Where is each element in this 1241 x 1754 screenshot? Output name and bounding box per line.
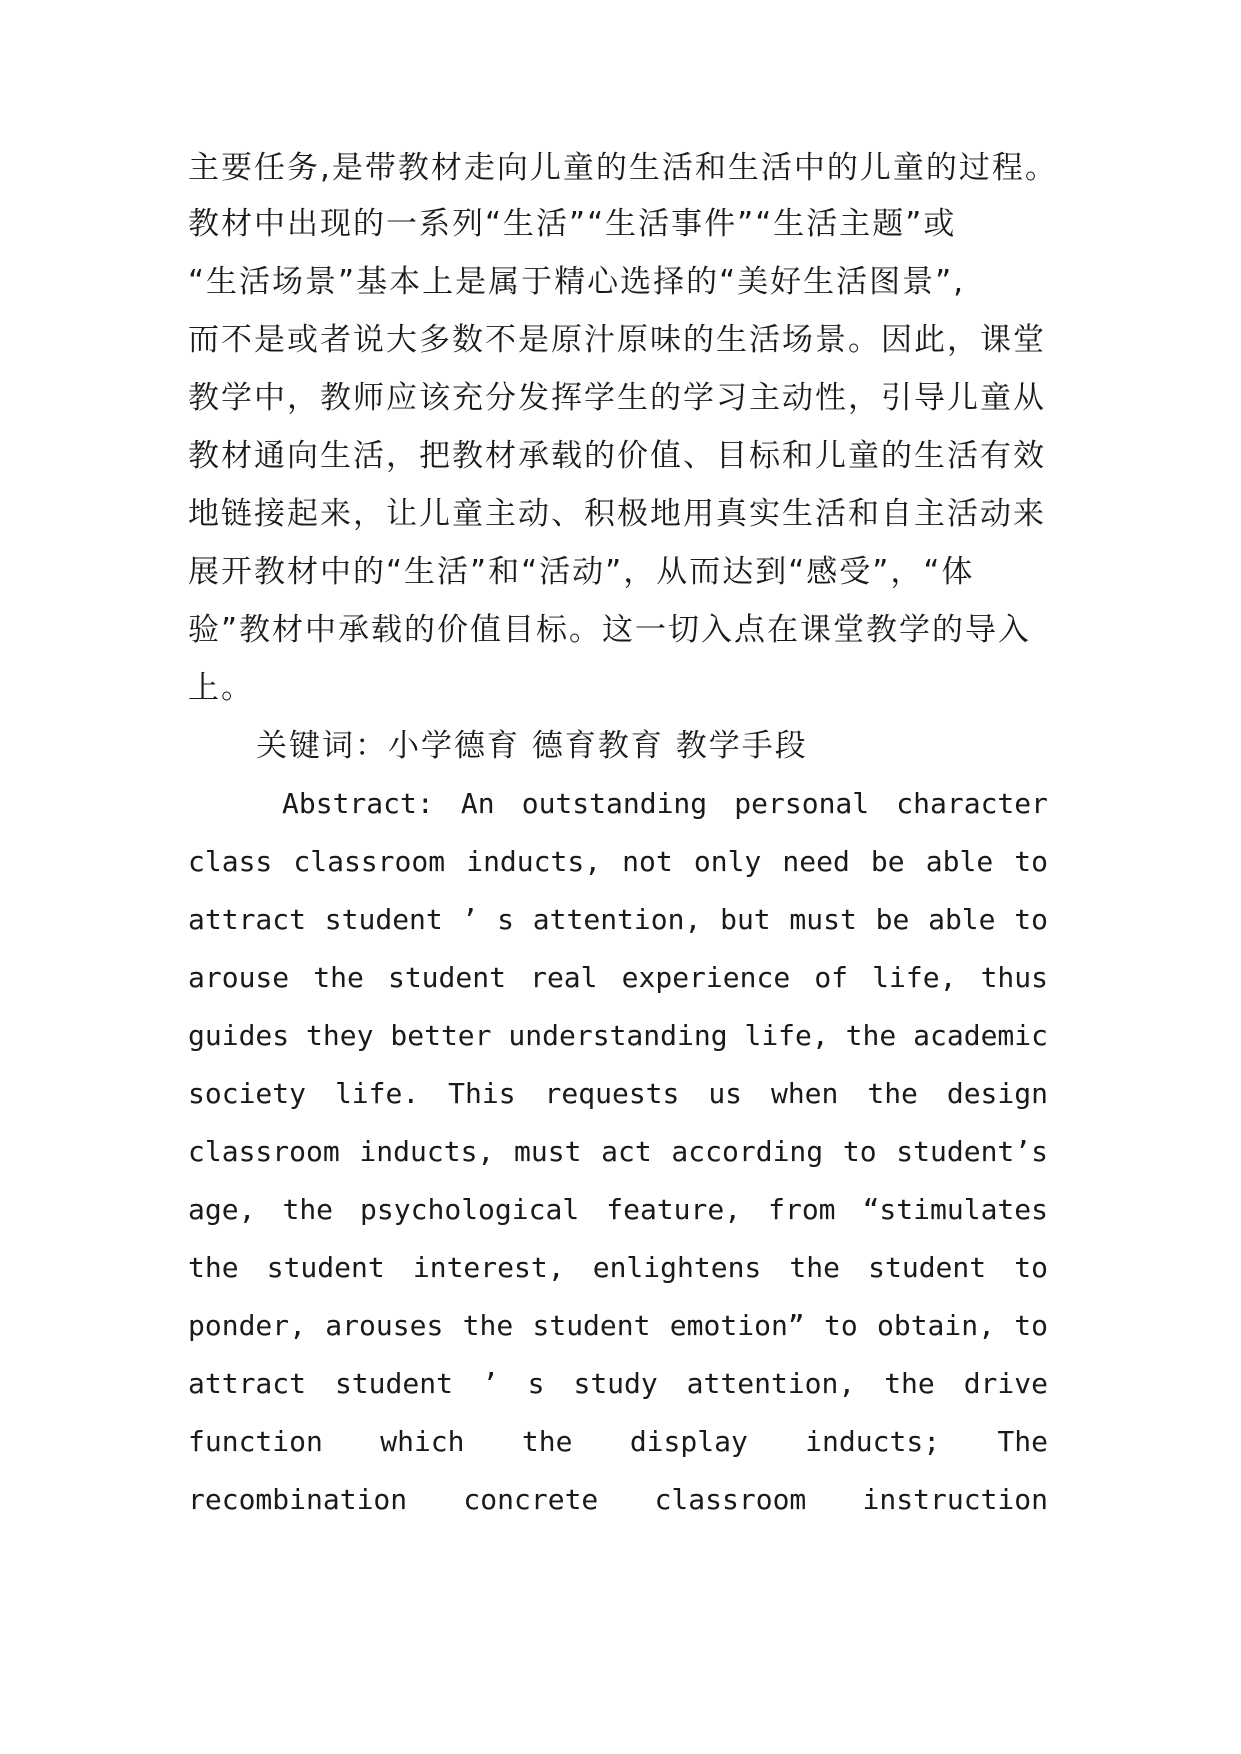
english-abstract-line: attract student ’ s study attention, the drive [188,1367,1048,1400]
chinese-abstract-line: 教学中，教师应该充分发挥学生的学习主动性，引导儿童从 [188,380,1046,416]
keywords-line: 关键词：小学德育 德育教育 教学手段 [256,728,808,764]
english-abstract-line: ponder, arouses the student emotion” to obtain, to [188,1309,1048,1342]
chinese-abstract-line: 展开教材中的“生活”和“活动”，从而达到“感受”，“体 [188,554,975,590]
english-abstract-line: the student interest, enlightens the student to [188,1251,1048,1284]
chinese-abstract-line: 上。 [188,670,254,706]
english-abstract-line: guides they better understanding life, the academic [188,1019,1048,1052]
chinese-abstract-line: 教材中出现的一系列“生活”“生活事件”“生活主题”或 [188,206,957,242]
english-abstract-line: Abstract: An outstanding personal character [282,787,1048,820]
english-abstract-line: society life. This requests us when the design [188,1077,1048,1110]
chinese-abstract-line: “生活场景”基本上是属于精心选择的“美好生活图景”, [188,264,966,300]
english-abstract-line: attract student ’ s attention, but must be able to [188,903,1048,936]
english-abstract-line: classroom inducts, must act according to student’s [188,1135,1048,1168]
english-abstract-line: arouse the student real experience of life, thus [188,961,1048,994]
chinese-abstract-line: 而不是或者说大多数不是原汁原味的生活场景。因此，课堂 [188,322,1046,358]
english-abstract-line: class classroom inducts, not only need be able to [188,845,1048,878]
english-abstract-line: recombination concrete classroom instruction [188,1483,1048,1516]
chinese-abstract-line: 验”教材中承载的价值目标。这一切入点在课堂教学的导入 [188,612,1032,648]
english-abstract-line: function which the display inducts; The [188,1425,1048,1458]
chinese-abstract-line: 主要任务,是带教材走向儿童的生活和生活中的儿童的过程。 [188,150,1058,186]
chinese-abstract-line: 地链接起来，让儿童主动、积极地用真实生活和自主活动来 [188,496,1046,532]
chinese-abstract-line: 教材通向生活，把教材承载的价值、目标和儿童的生活有效 [188,438,1046,474]
english-abstract-line: age, the psychological feature, from “stimulates [188,1193,1048,1226]
